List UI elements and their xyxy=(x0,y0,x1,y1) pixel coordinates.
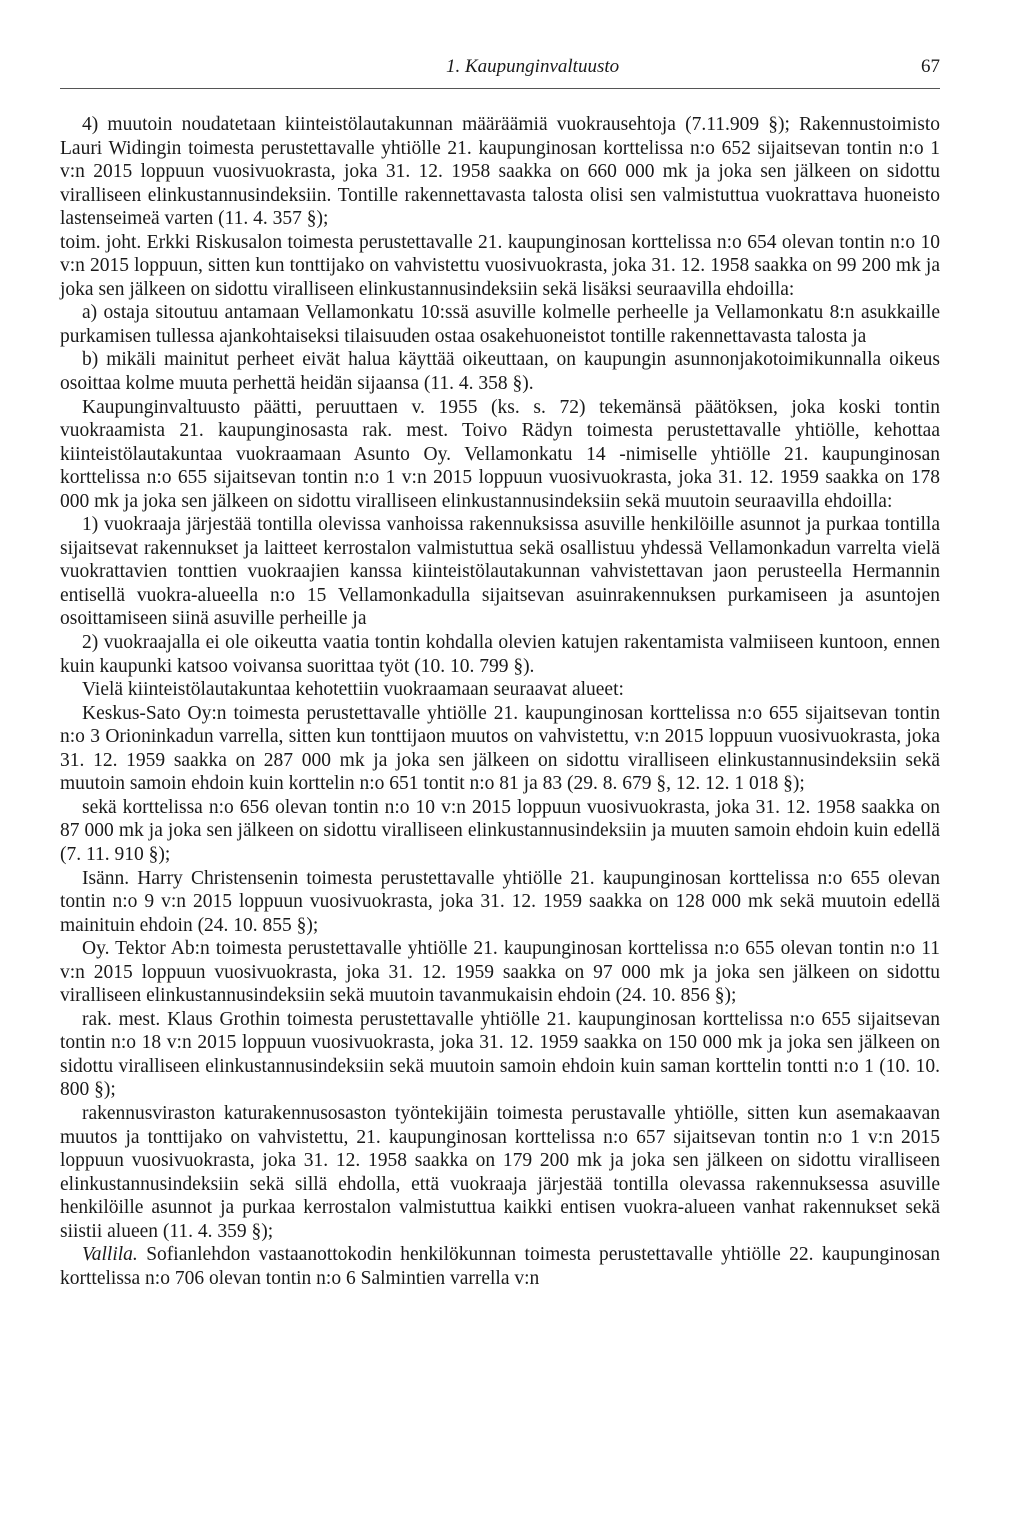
paragraph: Kaupunginvaltuusto päätti, peruuttaen v. 1955 (ks. s. 72) tekemänsä päätöksen, joka koski tontin vuokraamista 21. kaupunginosasta rak. mest. Toivo Rädyn toimesta perustettavalle yhtiölle, kehottaa kiinteistölautakuntaa vuokraamaan Asunto Oy. Vellamonkatu 14 -nimiselle yhtiölle 21. kaupunginosan korttelissa n:o 655 sijaitsevan tontin n:o 1 v:n 2015 loppuun vuosivuokrasta, joka 31. 12. 1959 saakka on 178 000 mk ja joka sen jälkeen on sidottu viralliseen elinkustannusindeksiin sekä muutoin seuraavilla ehdoilla: xyxy=(60,396,940,512)
paragraph: Oy. Tektor Ab:n toimesta perustettavalle yhtiölle 21. kaupunginosan korttelissa n:o 655 olevan tontin n:o 11 v:n 2015 loppuun vuosivuokrasta, joka 31. 12. 1959 saakka on 97 000 mk ja joka sen jälkeen on sidottu viralliseen elinkustannusindeksiin sekä muutoin tavanmukaisin ehdoin (24. 10. 856 §); xyxy=(60,938,940,1007)
paragraph: toim. joht. Erkki Riskusalon toimesta perustettavalle 21. kaupunginosan korttelissa n:o 654 olevan tontin n:o 10 v:n 2015 loppuun, sitten kun tonttijako on vahvistettu vuosivuokrasta, joka 31. 12. 1958 saakka on 99 200 mk ja joka sen jälkeen on sidottu viralliseen elinkustannusindeksiin sekä lisäksi seuraavilla ehdoilla: xyxy=(60,231,940,300)
paragraph: rakennusviraston katurakennusosaston työntekijäin toimesta perustavalle yhtiölle, sitten kun asemakaavan muutos ja tonttijako on vahvistettu, 21. kaupunginosan korttelissa n:o 657 sijaitsevan tontin n:o 1 v:n 2015 loppuun vuosivuokrasta, joka 31. 12. 1958 saakka on 179 200 mk ja joka sen jälkeen on sidottu viralliseen elinkustannusindeksiin sekä sillä ehdolla, että vuokraaja järjestää tontilla olevassa rakennuksessa asuville henkilöille asunnot ja purkaa kerrostalon valmistuttua kaikki entisen vuokra-alueen vanhat rakennukset sekä siistii alueen (11. 4. 359 §); xyxy=(60,1102,940,1242)
paragraph: a) ostaja sitoutuu antamaan Vellamonkatu 10:ssä asuville kolmelle perheelle ja Vellamonkatu 8:n asukkaille purkamisen tullessa ajankohtaiseksi tilaisuuden ostaa osakehuoneistot tontille rakennettavasta talosta ja xyxy=(60,302,940,347)
paragraph: Vielä kiinteistölautakuntaa kehotettiin vuokraamaan seuraavat alueet: xyxy=(82,679,624,701)
paragraph: 4) muutoin noudatetaan kiinteistölautakunnan määräämiä vuokrausehtoja (7.11.909 §); Rakennustoimisto Lauri Widingin toimesta perustettavalle yhtiölle 21. kaupunginosan korttelissa n:o 652 sijaitsevan tontin n:o 1 v:n 2015 loppuun vuosivuokrasta, joka 31. 12. 1958 saakka on 660 000 mk ja joka sen jälkeen on sidottu viralliseen elinkustannusindeksiin. Tontille rakennettavasta talosta olisi sen valmistuttua vuokrattava huoneisto lastenseimeä varten (11. 4. 357 §); xyxy=(60,114,940,230)
paragraph-text: Sofianlehdon vastaanottokodin henkilökunnan toimesta perustettavalle yhtiölle 22. kaupunginosan korttelissa n:o 706 olevan tontin n:o 6 Salmintien varrella v:n xyxy=(60,1244,940,1289)
paragraph: 1) vuokraaja järjestää tontilla olevissa vanhoissa rakennuksissa asuville henkilöille asunnot ja purkaa tontilla sijaitsevat rakennukset ja laitteet kerrostalon valmistuttua sekä osallistuu yhdessä Vellamonkadun varrelta vielä vuokrattavien tonttien vuokraajien kanssa kiinteistölautakunnan vahvistettavan jaon perusteella Hermannin entisellä vuokra-alueella n:o 15 Vellamonkadulla sijaitsevan asuinrakennuksen purkamiseen ja asuntojen osoittamiseen siinä asuville perheille ja xyxy=(60,514,940,630)
paragraph: rak. mest. Klaus Grothin toimesta perustettavalle yhtiölle 21. kaupunginosan korttelissa n:o 655 sijaitsevan tontin n:o 18 v:n 2015 loppuun vuosivuokrasta, joka 31. 12. 1959 saakka on 150 000 mk ja joka sen jälkeen on sidottu viralliseen elinkustannusindeksiin sekä muutoin samoin ehdoin kuin saman korttelin tontti n:o 1 (10. 10. 800 §); xyxy=(60,1008,940,1101)
paragraph: 2) vuokraajalla ei ole oikeutta vaatia tontin kohdalla olevien katujen rakentamista valmiiseen kuntoon, ennen kuin kaupunki katsoo voivansa suorittaa työt (10. 10. 799 §). xyxy=(60,632,940,677)
page-number: 67 xyxy=(921,56,940,77)
place-name-vallila: Vallila. xyxy=(82,1244,138,1266)
paragraph: Isänn. Harry Christensenin toimesta perustettavalle yhtiölle 21. kaupunginosan korttelissa n:o 655 olevan tontin n:o 9 v:n 2015 loppuun vuosivuokrasta, joka 31. 12. 1959 saakka on 128 000 mk sekä muutoin edellä mainituin ehdoin (24. 10. 855 §); xyxy=(60,867,940,936)
paragraph-last xyxy=(60,1243,940,1290)
paragraph: sekä korttelissa n:o 656 olevan tontin n:o 10 v:n 2015 loppuun vuosivuokrasta, joka 31. 12. 1958 saakka on 87 000 mk ja joka sen jälkeen on sidottu viralliseen elinkustannusindeksiin ja muuten samoin ehdoin kuin edellä (7. 11. 910 §); xyxy=(60,796,940,865)
paragraph: Keskus-Sato Oy:n toimesta perustettavalle yhtiölle 21. kaupunginosan korttelissa n:o 655 sijaitsevan tontin n:o 3 Orioninkadun varrella, sitten kun tonttijaon muutos on vahvistettu, v:n 2015 loppuun vuosivuokrasta, joka 31. 12. 1959 saakka on 287 000 mk ja joka sen jälkeen on sidottu viralliseen elinkustannusindeksiin sekä muutoin samoin ehdoin kuin korttelin n:o 651 tontit n:o 81 ja 83 (29. 8. 679 §, 12. 12. 1 018 §); xyxy=(60,702,940,795)
section-title: 1. Kaupunginvaltuusto xyxy=(446,56,620,77)
running-header xyxy=(60,56,940,86)
page-body xyxy=(60,113,940,1290)
paragraph: b) mikäli mainitut perheet eivät halua käyttää oikeuttaan, on kaupungin asunnonjakotoimikunnalla oikeus osoittaa kolme muuta perhettä heidän sijaansa (11. 4. 358 §). xyxy=(60,349,940,395)
header-rule xyxy=(60,88,940,89)
